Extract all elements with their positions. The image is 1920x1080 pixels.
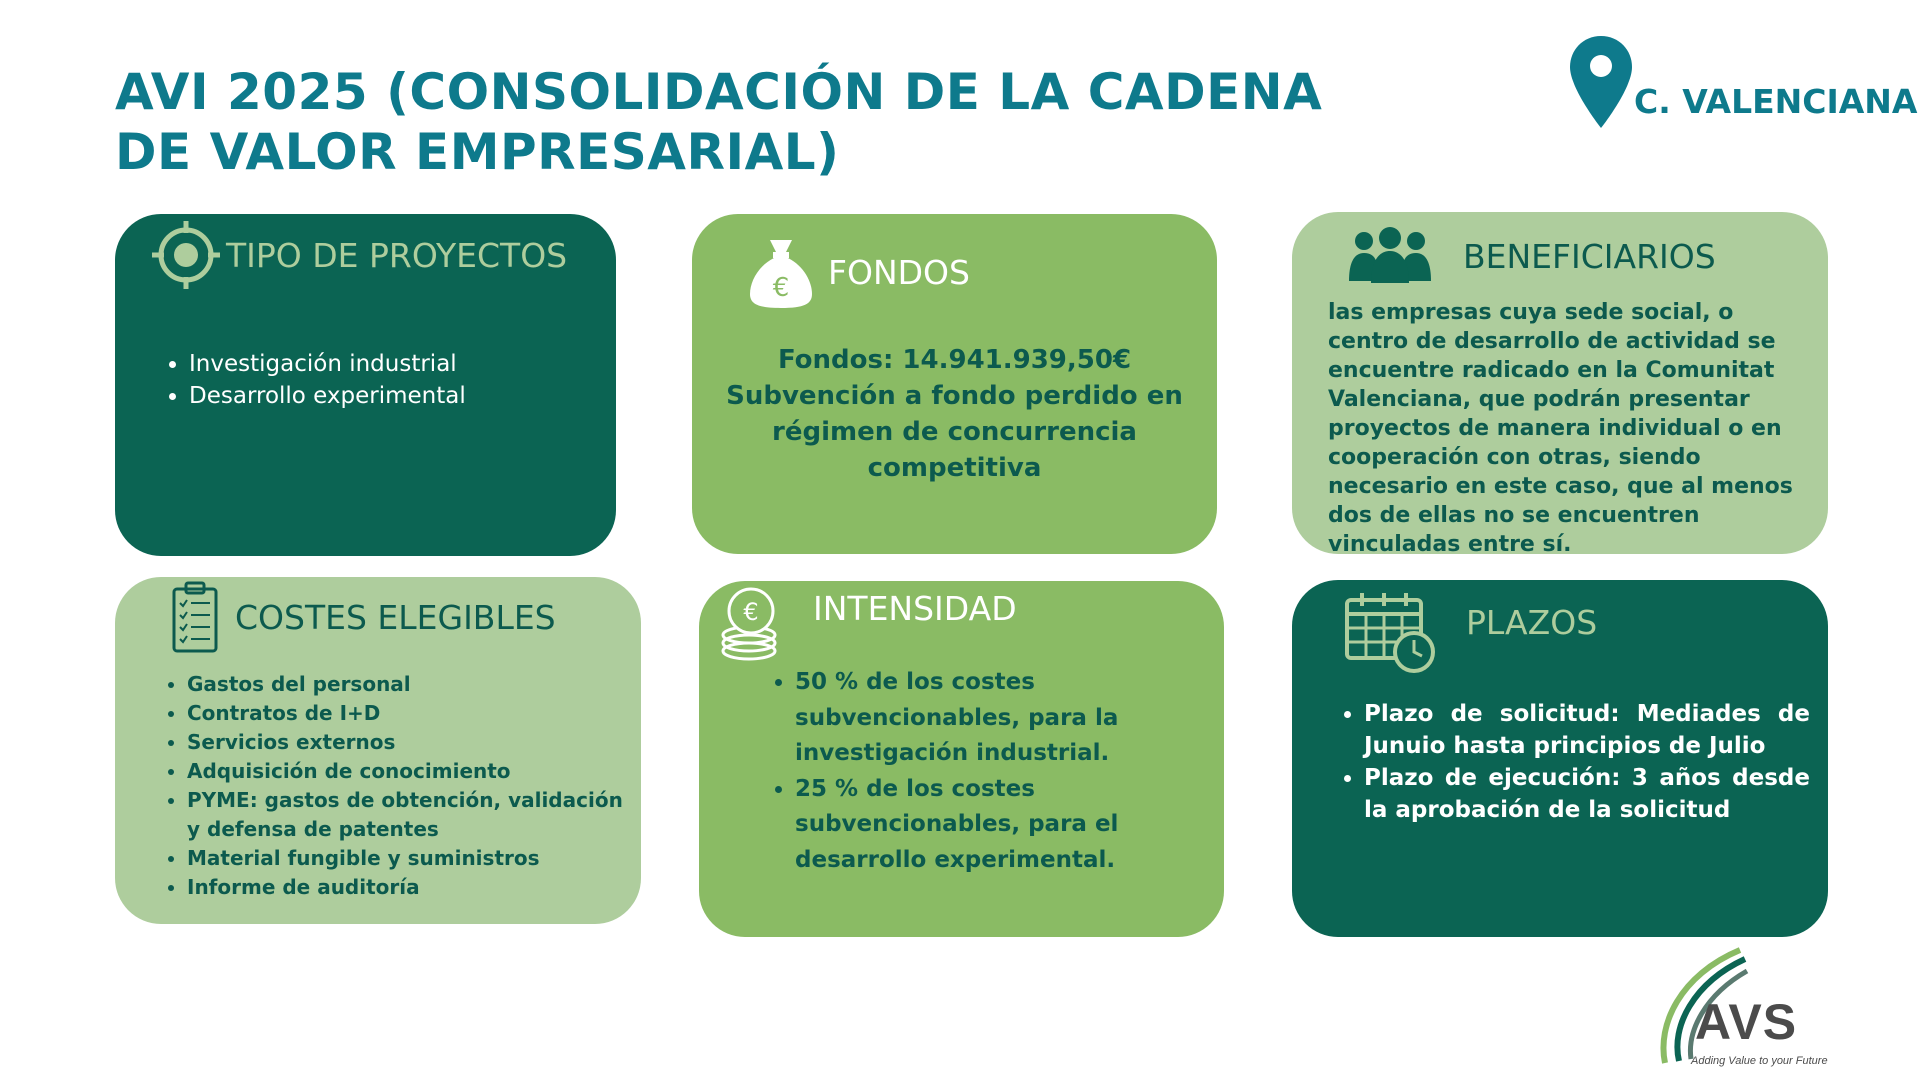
list-item: • Contratos de I+D bbox=[187, 699, 633, 728]
card-title-tipo: TIPO DE PROYECTOS bbox=[226, 235, 568, 275]
list-item: • 50 % de los costes subvencionables, para la investigación industrial. bbox=[795, 665, 1201, 772]
card-title-beneficiarios: BENEFICIARIOS bbox=[1463, 236, 1716, 276]
plazos-list bbox=[1340, 698, 1810, 826]
logo-tagline: Adding Value to your Future bbox=[1691, 1055, 1828, 1067]
location-badge bbox=[1568, 34, 1918, 134]
card-costes-elegibles bbox=[115, 577, 641, 924]
svg-text:€: € bbox=[772, 273, 790, 303]
list-item: • Investigación industrial bbox=[189, 348, 585, 380]
logo-name: AVS bbox=[1695, 994, 1798, 1050]
list-item: • Adquisición de conocimiento bbox=[187, 757, 633, 786]
svg-text:€: € bbox=[743, 598, 759, 626]
card-intensidad bbox=[699, 581, 1224, 937]
list-item: • Plazo de ejecución: 3 años desde la aprobación de la solicitud bbox=[1364, 762, 1810, 826]
beneficiarios-text: las empresas cuya sede social, o centro de desarrollo de actividad se encuentre radicado en la Comunitat Valenciana, que podrán presentar proyectos de manera individual o en cooperación con otras, siendo necesario en este caso, que al menos dos de ellas no se encuentren vinculadas entre sí. bbox=[1328, 300, 1793, 557]
card-title-intensidad: INTENSIDAD bbox=[813, 588, 1017, 628]
list-item: • Desarrollo experimental bbox=[189, 380, 585, 412]
fondos-amount: Fondos: 14.941.939,50€ bbox=[777, 345, 1132, 375]
list-item: • PYME: gastos de obtención, validación y defensa de patentes bbox=[187, 786, 633, 844]
costes-list bbox=[163, 670, 633, 902]
card-title-fondos: FONDOS bbox=[828, 252, 970, 292]
page-title: AVI 2025 (CONSOLIDACIÓN DE LA CADENA DE VALOR EMPRESARIAL) bbox=[115, 63, 1323, 181]
calendar-clock-icon bbox=[1344, 590, 1438, 674]
card-tipo-proyectos bbox=[115, 214, 616, 556]
avs-logo bbox=[1655, 945, 1830, 1070]
list-item: • Material fungible y suministros bbox=[187, 844, 633, 873]
checklist-icon bbox=[171, 581, 219, 653]
card-title-costes: COSTES ELEGIBLES bbox=[235, 597, 556, 637]
list-item: • Servicios externos bbox=[187, 728, 633, 757]
card-beneficiarios bbox=[1292, 212, 1828, 557]
people-group-icon bbox=[1347, 227, 1433, 285]
location-label: C. VALENCIANA bbox=[1634, 82, 1918, 121]
location-pin-icon bbox=[1568, 34, 1634, 130]
card-plazos bbox=[1292, 580, 1828, 937]
money-bag-icon bbox=[748, 234, 814, 310]
tipo-list bbox=[165, 348, 585, 412]
target-icon bbox=[150, 219, 222, 291]
intensidad-list bbox=[771, 665, 1201, 878]
list-item: • 25 % de los costes subvencionables, para el desarrollo experimental. bbox=[795, 772, 1201, 879]
card-fondos bbox=[692, 214, 1217, 554]
card-title-plazos: PLAZOS bbox=[1466, 602, 1598, 642]
fondos-description: Subvención a fondo perdido en régimen de concurrencia competitiva bbox=[726, 381, 1183, 483]
list-item: • Gastos del personal bbox=[187, 670, 633, 699]
coins-icon bbox=[719, 585, 783, 661]
list-item: • Plazo de solicitud: Mediades de Junuio hasta principios de Julio bbox=[1364, 698, 1810, 762]
list-item: • Informe de auditoría bbox=[187, 873, 633, 902]
